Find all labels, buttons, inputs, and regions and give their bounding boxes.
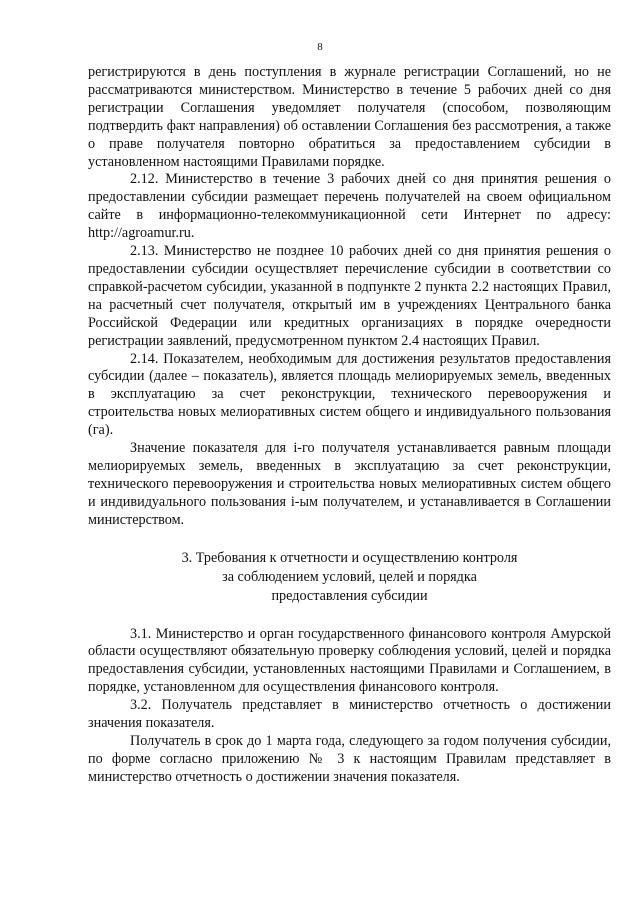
page-number: 8 bbox=[317, 41, 323, 53]
paragraph-2-14: 2.14. Показателем, необходимым для достижения результатов предоставления субсидии (далее – показатель), является площадь мелиорируемых земель, введенных в эксплуатацию за счет реконструкции, технического перевооружения и строительства новых мелиоративных систем общего и индивидуального пользования (га). bbox=[88, 350, 611, 439]
paragraph-3-1: 3.1. Министерство и орган государственного финансового контроля Амурской области осуществляют обязательную проверку соблюдения условий, целей и порядка предоставления субсидии, установленных настоящими Правилами и Соглашением, в порядке, установленном для осуществления финансового контроля. bbox=[88, 625, 611, 696]
paragraph-reporting-deadline: Получатель в срок до 1 марта года, следующего за годом получения субсидии, по форме согласно приложению № 3 к настоящим Правилам представляет в министерство отчетность о достижении значения показателя. bbox=[88, 733, 611, 785]
document-body bbox=[88, 64, 611, 787]
paragraph-indicator-value: Значение показателя для i-го получателя устанавливается равным площади мелиорируемых земель, введенных в эксплуатацию за счет реконструкции, технического перевооружения и строительства новых мелиоративных систем общего и индивидуального пользования i-ым получателем, и устанавливается в Соглашении министерством. bbox=[88, 440, 611, 528]
section-heading-line: 3. Требования к отчетности и осуществлению контроля bbox=[181, 549, 518, 566]
section-heading bbox=[88, 549, 611, 606]
paragraph-2-13: 2.13. Министерство не позднее 10 рабочих дней со дня принятия решения о предоставлении субсидии осуществляет перечисление субсидии в соответствии со справкой-расчетом субсидии, указанной в подпункте 2 пункта 2.2 настоящих Правил, на расчетный счет получателя, открытый им в учреждениях Центрального банка Российской Федерации или кредитных организациях в порядке очередности регистрации заявлений, предусмотренном пунктом 2.4 настоящих Правил. bbox=[88, 243, 611, 349]
section-heading-line: предоставления субсидии bbox=[271, 587, 428, 604]
paragraph-continuation: регистрируются в день поступления в журнале регистрации Соглашений, но не рассматриваются министерством. Министерство в течение 5 рабочих дней со дня регистрации Соглашения уведомляет получателя (способом, позволяющим подтвердить факт направления) об оставлении Соглашения без рассмотрения, а также о праве получателя повторно обратиться за предоставлением субсидии в установленном настоящими Правилами порядке. bbox=[88, 64, 611, 170]
section-heading-line: за соблюдением условий, целей и порядка bbox=[222, 568, 477, 585]
paragraph-3-2: 3.2. Получатель представляет в министерство отчетность о достижении значения показателя. bbox=[88, 697, 611, 732]
paragraph-2-12: 2.12. Министерство в течение 3 рабочих дней со дня принятия решения о предоставлении субсидии размещает перечень получателей на своем официальном сайте в информационно-телекоммуникационной сети Интернет по адресу: http://agroamur.ru. bbox=[88, 171, 611, 242]
